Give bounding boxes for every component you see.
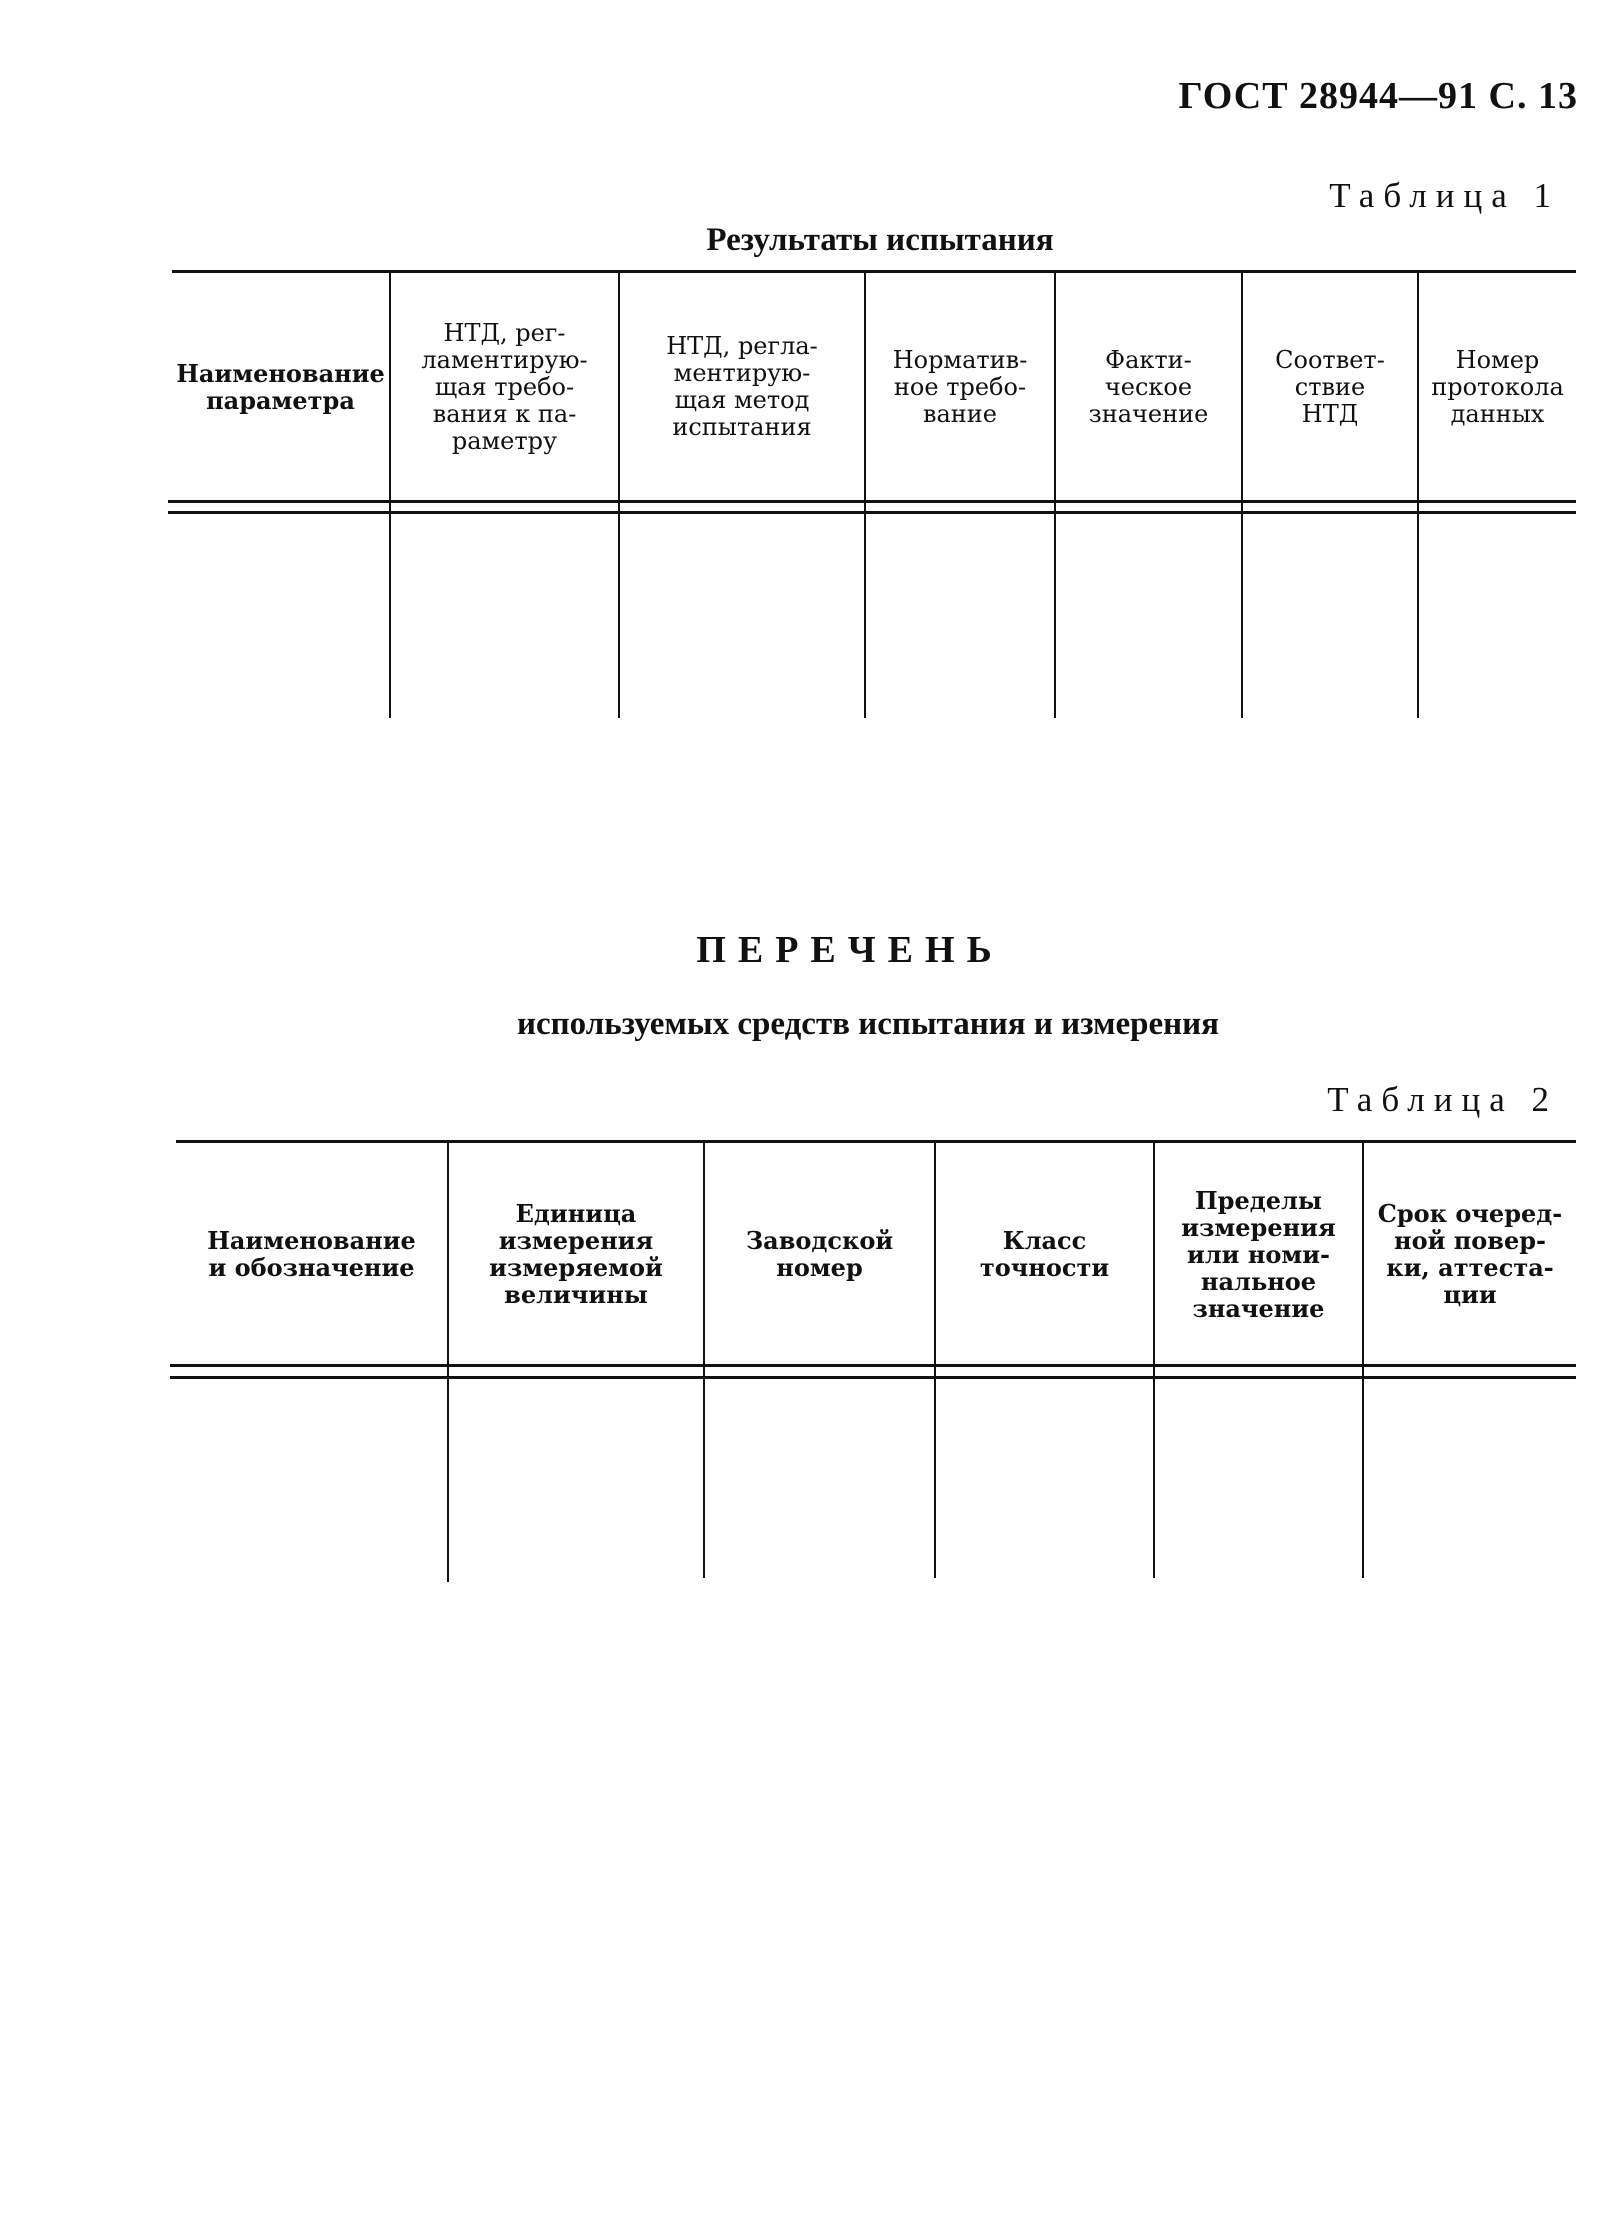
table1-header-parameter: Наименование параметра	[176, 359, 385, 415]
table2-header-unit: Единица измерения измеряемой величины	[489, 1199, 663, 1309]
table2-label: Таблица 2	[1327, 1080, 1558, 1119]
table1-label: Таблица 1	[1329, 176, 1560, 215]
table1-header-rule-1	[168, 500, 1576, 503]
page-header: ГОСТ 28944—91 С. 13	[1178, 75, 1578, 117]
table1-header-protocol-number: Номер протокола данных	[1431, 345, 1564, 428]
table2-header-rule-1	[170, 1364, 1576, 1367]
table1-header-ntd-test-method: НТД, регла- ментирую- щая метод испытания	[666, 332, 818, 441]
table2-header-serial-number: Заводской номер	[745, 1226, 894, 1282]
table1-title: Результаты испытания	[706, 222, 1054, 258]
list-subtitle: используемых средств испытания и измерения	[517, 1006, 1219, 1042]
table2-top-rule	[176, 1140, 1576, 1143]
table1-header-compliance: Соответ- ствие НТД	[1275, 345, 1385, 428]
table2-header-name: Наименование и обозначение	[207, 1226, 416, 1282]
table1-header-actual: Факти- ческое значение	[1088, 345, 1209, 428]
table1-header-rule-2	[168, 511, 1576, 514]
table2-header-measurement-limits: Пределы измерения или номи- нальное значение	[1181, 1185, 1336, 1323]
table1-top-rule	[172, 270, 1576, 273]
table2-header-rule-2	[170, 1376, 1576, 1379]
table2-header-accuracy-class: Класс точности	[979, 1226, 1110, 1282]
table2-header-next-verification: Срок очеред- ной повер- ки, аттеста- ции	[1377, 1199, 1563, 1309]
table1-header-ntd-requirements: НТД, рег- ламентирую- щая требо- вания к па- раметру	[421, 318, 588, 455]
table1-header-normative: Норматив- ное требо- вание	[892, 345, 1028, 428]
list-title: ПЕРЕЧЕНЬ	[696, 929, 1004, 971]
